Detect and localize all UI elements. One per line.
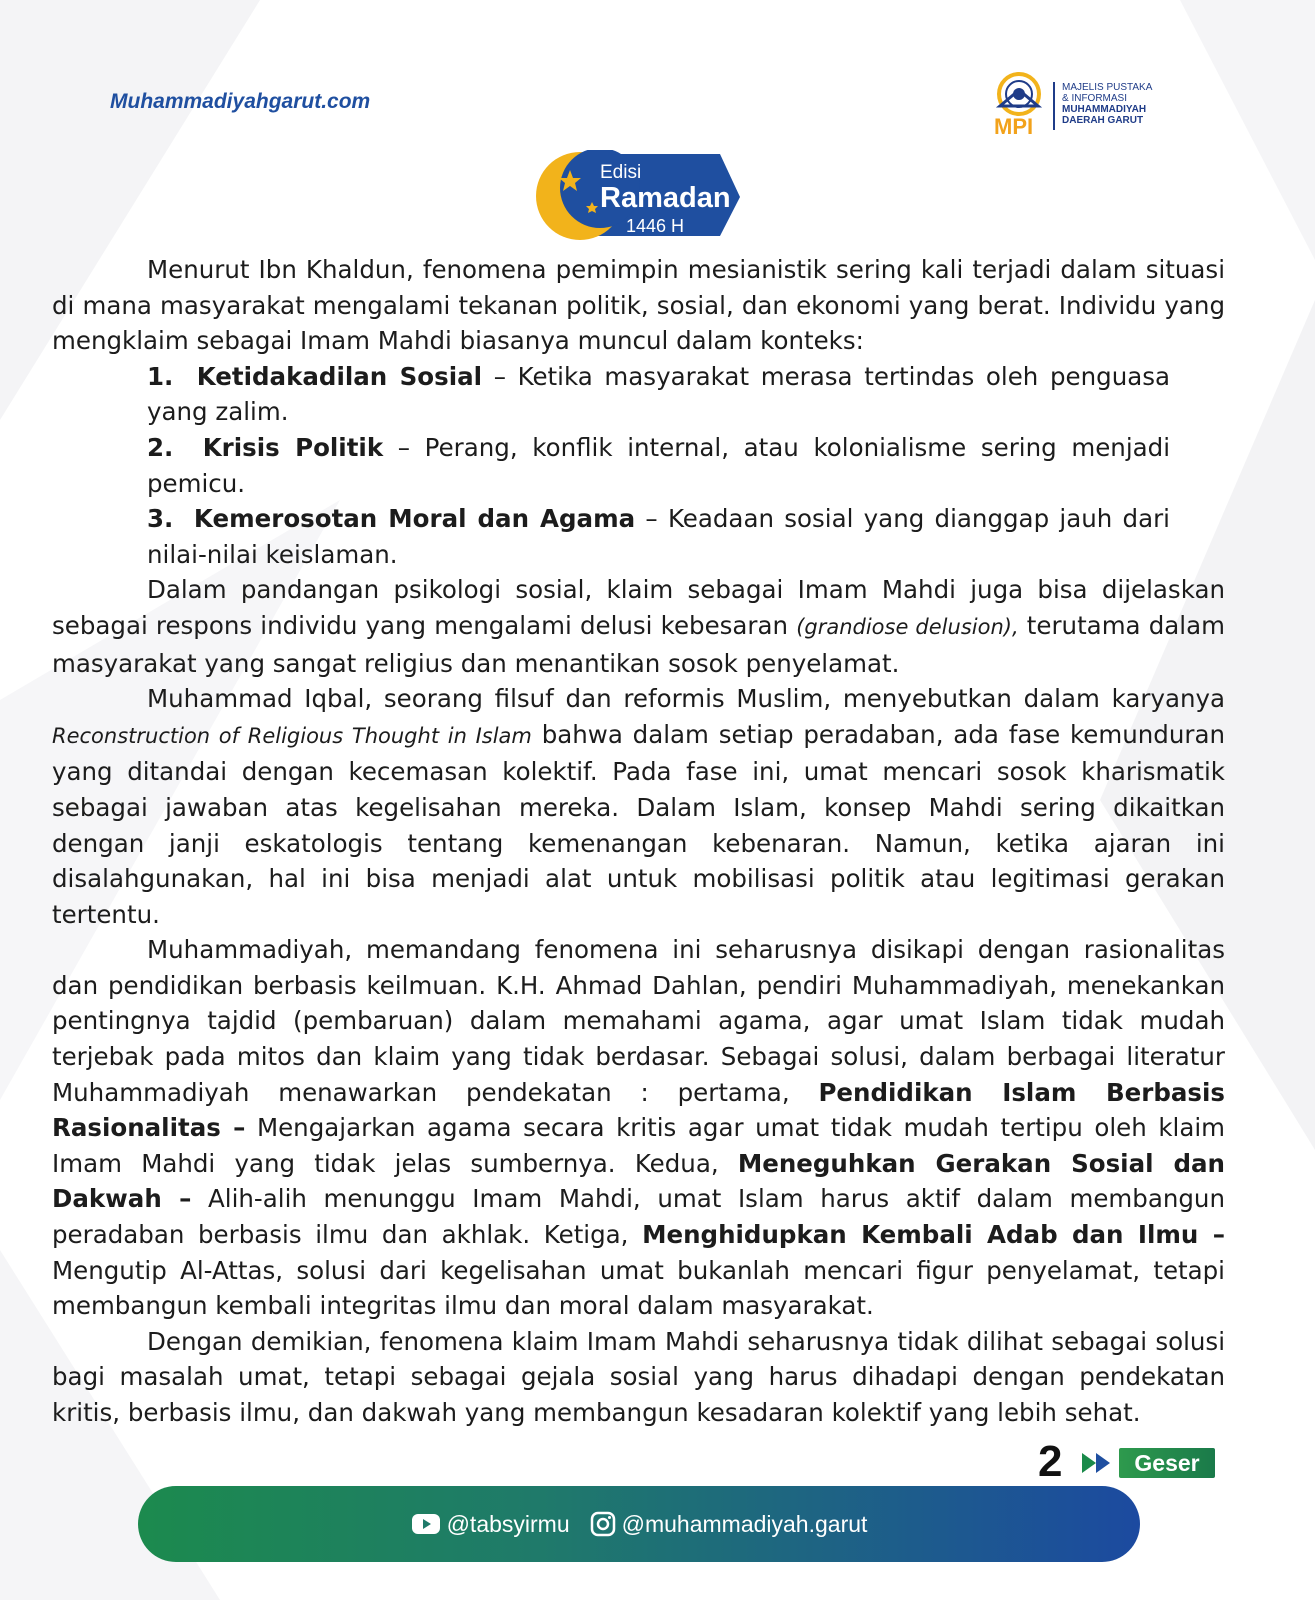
page-navigation xyxy=(1038,1437,1228,1487)
list-item-number: 2. xyxy=(147,432,174,462)
youtube-link[interactable] xyxy=(411,1511,570,1538)
logo-text xyxy=(1062,82,1152,126)
list-item-text: – Perang, konflik internal, atau kolonialisme sering menjadi pemicu. xyxy=(147,432,1170,498)
list-item-title: Krisis Politik xyxy=(202,432,384,462)
logo-line-2: & INFORMASI xyxy=(1062,93,1128,104)
page-number: 2 xyxy=(1038,1437,1063,1486)
p3-italic: Reconstruction of Religious Thought in Islam xyxy=(52,723,532,748)
list-item xyxy=(147,359,1225,430)
p3-text-b: bahwa dalam setiap peradaban, ada fase kemunduran yang ditandai dengan kecemasan kolektif. Pada fase ini, umat mencari sosok kharismatik sebagai jawaban atas kegelisahan mereka. Dalam Islam, konsep Mahdi sering dikaitkan dengan janji eskatologis tentang kemenangan kebenaran. Namun, ketika ajaran ini disalahgunakan, hal ini bisa menjadi alat untuk mobilisasi politik atau legitimasi gerakan tertentu. xyxy=(52,719,1225,929)
logo-line-1: MAJELIS PUSTAKA xyxy=(1062,82,1153,93)
instagram-handle: @muhammadiyah.garut xyxy=(621,1510,868,1537)
list-item-text: – Ketika masyarakat merasa tertindas oleh penguasa yang zalim. xyxy=(147,361,1171,427)
p4-bold-1: Pendidikan Islam Berbasis Rasionalitas – xyxy=(52,1077,1225,1143)
youtube-handle: @tabsyirmu xyxy=(446,1510,570,1537)
list-item-number: 1. xyxy=(147,361,174,391)
p4-text-a: Muhammadiyah, memandang fenomena ini seharusnya disikapi dengan rasionalitas dan pendidikan berbasis keilmuan. K.H. Ahmad Dahlan, pendiri Muhammadiyah, menekankan pentingnya tajdid (pembaruan) dalam memahami agama, agar umat Islam tidak mudah terjebak pada mitos dan klaim yang tidak berdasar. Sebagai solusi, dalam berbagai literatur Muhammadiyah menawarkan pendekatan : pertama, xyxy=(52,935,1225,1107)
mpi-logo xyxy=(988,70,1188,140)
site-url[interactable]: Muhammadiyahgarut.com xyxy=(110,90,371,113)
p2-italic: (grandiose delusion), xyxy=(796,614,1019,639)
p4-text-e: Mengutip Al-Attas, solusi dari kegelisahan umat bukanlah mencari figur penyelamat, tetapi membangun kembali integritas ilmu dan moral dalam masyarakat. xyxy=(52,1255,1225,1321)
instagram-link[interactable] xyxy=(590,1511,868,1538)
p3-text-a: Muhammad Iqbal, seorang filsuf dan reformis Muslim, menyebutkan dalam karyanya xyxy=(147,684,1225,714)
article-body xyxy=(52,252,1225,1431)
paragraph-4 xyxy=(52,932,1225,1324)
p2-text-a: Dalam pandangan psikologi sosial, klaim sebagai Imam Mahdi juga bisa dijelaskan sebagai respons individu yang mengalami delusi kebesaran xyxy=(52,575,1225,640)
badge-year: 1446 H xyxy=(626,216,685,236)
double-arrow-icon xyxy=(1080,1451,1116,1475)
p2-text-b: terutama dalam masyarakat yang sangat religius dan menantikan sosok penyelamat. xyxy=(52,610,1225,678)
geser-button[interactable]: Geser xyxy=(1119,1448,1215,1478)
list-item xyxy=(147,430,1225,501)
list-item-number: 3. xyxy=(147,504,174,534)
mpi-emblem-icon xyxy=(988,70,1050,138)
badge-title: Ramadan xyxy=(600,182,731,214)
badge-edisi: Edisi xyxy=(600,162,642,183)
ramadan-edition-badge xyxy=(534,150,746,244)
youtube-icon xyxy=(411,1513,441,1535)
list-item-title: Ketidakadilan Sosial xyxy=(196,361,483,391)
logo-mark-text: MPI xyxy=(994,114,1034,138)
p4-text-d: Alih-alih menunggu Imam Mahdi, umat Islam harus aktif dalam membangun peradaban berbasis ilmu dan akhlak. Ketiga, xyxy=(52,1184,1225,1250)
logo-line-4: DAERAH GARUT xyxy=(1062,115,1144,126)
p4-text-c: Mengajarkan agama secara kritis agar umat tidak mudah tertipu oleh klaim Imam Mahdi yang tidak jelas sumbernya. Kedua, xyxy=(52,1113,1225,1178)
social-footer xyxy=(138,1486,1140,1562)
list-item-text: – Keadaan sosial yang dianggap jauh dari nilai-nilai keislaman. xyxy=(147,504,1170,569)
context-list xyxy=(52,359,1225,573)
p4-bold-2: Meneguhkan Gerakan Sosial dan Dakwah – xyxy=(52,1148,1225,1214)
instagram-icon xyxy=(590,1511,616,1537)
logo-divider xyxy=(1053,82,1055,130)
logo-line-3: MUHAMMADIYAH xyxy=(1062,104,1147,115)
paragraph-2 xyxy=(52,572,1225,681)
list-item-title: Kemerosotan Moral dan Agama xyxy=(193,504,636,534)
paragraph-5: Dengan demikian, fenomena klaim Imam Mahdi seharusnya tidak dilihat sebagai solusi bagi masalah umat, tetapi sebagai gejala sosial yang harus dihadapi dengan pendekatan kritis, berbasis ilmu, dan dakwah yang membangun kesadaran kolektif yang lebih sehat. xyxy=(52,1326,1225,1427)
list-item xyxy=(147,501,1225,572)
paragraph-3 xyxy=(52,681,1225,932)
p4-bold-3: Menghidupkan Kembali Adab dan Ilmu – xyxy=(642,1220,1225,1250)
paragraph-1: Menurut Ibn Khaldun, fenomena pemimpin mesianistik sering kali terjadi dalam situasi di mana masyarakat mengalami tekanan politik, sosial, dan ekonomi yang berat. Individu yang mengklaim sebagai Imam Mahdi biasanya muncul dalam konteks: xyxy=(52,255,1225,356)
